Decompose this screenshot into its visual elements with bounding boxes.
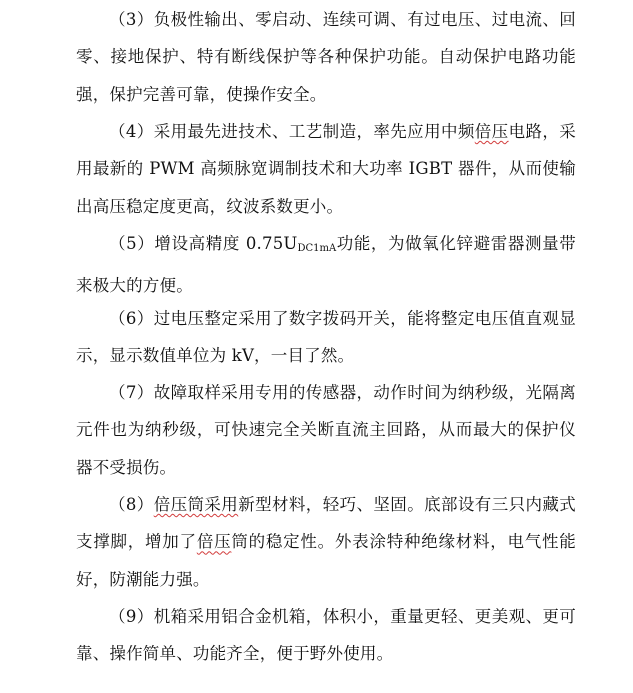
paragraph-5-text-b: 功能，为做氧化锌避雷器测量带来极大的方便。 xyxy=(76,234,577,296)
paragraph-5 xyxy=(76,225,576,305)
paragraph-4-text-a: （4）采用最先进技术、工艺制造，率先应用中频 xyxy=(109,122,475,141)
paragraph-8-text-b: 新型材料，轻巧、坚固。底部设有三只内藏式支撑脚，增加了 xyxy=(76,495,576,552)
paragraph-4-text-b: 电路，采用最新的 PWM 高频脉宽调制技术和大功率 IGBT 器件，从而使输出高压稳定度更高，纹波系数更小。 xyxy=(76,122,576,216)
subscript-dc1ma: DC1mA xyxy=(297,243,337,254)
paragraph-7: （7）故障取样采用专用的传感器，动作时间为纳秒级，光隔离元件也为纳秒级，可快速完全关断直流主回路，从而最大的保护仪器不受损伤。 xyxy=(76,383,576,477)
paragraph-8-text-a: （8） xyxy=(109,495,154,514)
paragraph-8-text-c: 筒的稳定性。外表涂特种绝缘材料，电气性能好，防潮能力强。 xyxy=(76,532,577,589)
paragraph-8 xyxy=(76,486,576,598)
paragraph-6: （6）过电压整定采用了数字拨码开关，能将整定电压值直观显示，显示数值单位为 kV，一目了然。 xyxy=(76,309,576,366)
paragraph-3: （3）负极性输出、零启动、连续可调、有过电压、过电流、回零、接地保护、特有断线保护等各种保护功能。自动保护电路功能强，保护完善可靠，使操作安全。 xyxy=(76,10,576,104)
spellcheck-underline[interactable]: 倍压筒采用 xyxy=(153,495,239,514)
paragraph-5-text-a: （5）增设高精度 0.75U xyxy=(109,234,298,253)
paragraph-4 xyxy=(76,113,576,225)
spellcheck-underline[interactable]: 倍压 xyxy=(196,532,232,552)
paragraph-9: （9）机箱采用铝合金机箱，体积小，重量更轻、更美观、更可靠、操作简单、功能齐全，便于野外使用。 xyxy=(76,607,576,664)
spellcheck-underline[interactable]: 倍压 xyxy=(474,122,509,141)
